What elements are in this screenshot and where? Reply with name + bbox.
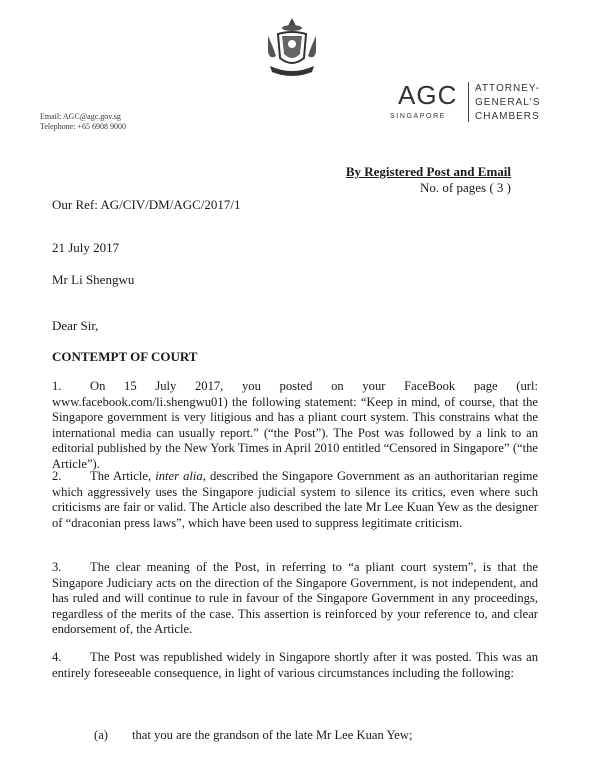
paragraph-text: The Post was republished widely in Singapore shortly after it was posted. This was an entirely foreseeable consequence, in light of various circumstances including the following: — [52, 650, 538, 680]
subject-heading: CONTEMPT OF COURT — [52, 349, 198, 364]
subitem-text: that you are the grandson of the late Mr Lee Kuan Yew; — [132, 728, 413, 742]
logo-country: SINGAPORE — [390, 113, 447, 120]
contact-email: Email: AGC@agc.gov.sg — [40, 112, 121, 121]
paragraph-number: 1. — [52, 379, 62, 393]
paragraph-text: On 15 July 2017, you posted on your FaceBook page (url: www.facebook.com/li.shengwu01) the following statement: “Keep in mind, of course, that the Singapore government is very litigious and has a pliant court system. This constrains what the international media can usually report.” (“the Post”). The Post was followed by a link to an editorial published by the New York Times in April 2010 entitled “Censored in Singapore” (“the Article”). — [52, 379, 538, 471]
page-count: No. of pages ( 3 ) — [420, 180, 511, 195]
salutation: Dear Sir, — [52, 318, 99, 333]
logo-name-line3: CHAMBERS — [475, 111, 540, 122]
subitem-label: (a) — [94, 728, 108, 742]
paragraph-number: 3. — [52, 560, 62, 574]
crest-icon — [256, 14, 328, 86]
logo-divider — [468, 82, 469, 122]
delivery-method: By Registered Post and Email — [345, 164, 511, 179]
paragraph-text-pre: The Article, — [90, 469, 156, 483]
subitem-a — [94, 728, 412, 743]
logo-name-line1: ATTORNEY- — [475, 83, 540, 94]
letter-date: 21 July 2017 — [52, 240, 120, 255]
logo-mark: AGC — [398, 80, 458, 110]
paragraph-number: 4. — [52, 650, 62, 664]
logo-name — [475, 82, 540, 124]
paragraph-2 — [52, 469, 538, 531]
agc-logo — [380, 80, 560, 124]
recipient: Mr Li Shengwu — [52, 272, 135, 287]
contact-telephone: Telephone: +65 6908 9000 — [40, 122, 126, 131]
contact-block — [40, 112, 126, 132]
paragraph-number: 2. — [52, 469, 62, 483]
paragraph-4 — [52, 650, 538, 681]
paragraph-3 — [52, 560, 538, 638]
logo-name-line2: GENERAL'S — [475, 97, 541, 108]
reference: Our Ref: AG/CIV/DM/AGC/2017/1 — [52, 197, 241, 212]
paragraph-1 — [52, 379, 538, 473]
delivery-block — [346, 164, 511, 196]
paragraph-text: The clear meaning of the Post, in referring to “a pliant court system”, is that the Singapore Judiciary acts on the direction of the Singapore Government, is not independent, and has ruled and will continue to rule in favour of the Singapore Government in any proceedings, regardless of the merits of the case. This assertion is reinforced by your reference to, and clear endorsement of, the Article. — [52, 560, 538, 637]
paragraph-text: , described the Singapore Government as an authoritarian regime which aggressively uses the Singapore judicial system to silence its critics, even where such criticisms are fair or valid. The Article also described the late Mr Lee Kuan Yew as the designer of “draconian press laws”, which have been used to suppress legitimate criticism. — [52, 469, 539, 530]
paragraph-text-italic: inter alia — [155, 469, 203, 483]
